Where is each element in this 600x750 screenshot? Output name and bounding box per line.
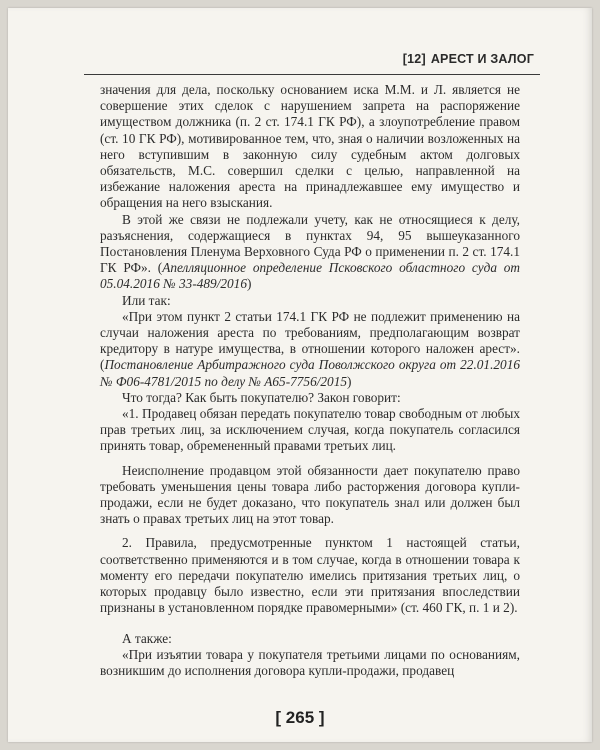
paragraph-text: 2. Правила, предусмотренные пунктом 1 настоящей статьи, соответственно применяются и в том случае, когда в отношении товара к моменту его передачи покупателю имелись притязания третьих лиц, о которых продавцу было известно, если эти притязания впоследствии признаны в установленном порядке правомерными» (ст. 460 ГК, п. 1 и 2). xyxy=(100,535,520,616)
chapter-title: АРЕСТ И ЗАЛОГ xyxy=(430,52,534,66)
paragraph-text: ) xyxy=(246,276,252,292)
page-number: [ 265 ] xyxy=(275,708,325,727)
paragraph-text: В этой же связи не подлежали учету, как не относящиеся к делу, разъяснения, содержащиеся в пунктах 94, 95 вышеуказанного Постановления Пленума Верховного Суда РФ о применении п. 2 ст. 174.1 ГК РФ». ( xyxy=(100,211,520,276)
paragraph xyxy=(100,631,520,647)
paragraph xyxy=(100,212,520,293)
paragraph xyxy=(100,309,520,390)
paragraph xyxy=(100,406,520,455)
running-head xyxy=(403,52,534,66)
paragraph xyxy=(100,463,520,528)
paragraph-text: А также: xyxy=(122,630,172,646)
citation-text: Постановление Арбитражного суда Поволжского округа от 22.01.2016 № Ф06-4781/2015 по делу № А65-7756/2015 xyxy=(100,357,520,389)
paragraph xyxy=(100,390,520,406)
paragraph xyxy=(100,293,520,309)
paragraph-text: «При этом пункт 2 статьи 174.1 ГК РФ не подлежит применению на случаи наложения ареста по требованиям, предполагающим возврат кредитору в натуре имущества, в отношении которого наложен арест». ( xyxy=(100,308,520,373)
paragraph-text: Неисполнение продавцом этой обязанности дает покупателю право требовать уменьшения цены товара либо расторжения договора купли-продажи, если не будет доказано, что покупатель знал или должен был знать о правах третьих лиц на этот товар. xyxy=(100,462,520,527)
paragraph-text: значения для дела, поскольку основанием иска М.М. и Л. является не совершение этих сделок с нарушением запрета на распоряжение имуществом должника (п. 2 ст. 174.1 ГК РФ), а злоупотребление правом (ст. 10 ГК РФ), мотивированное тем, что, зная о наличии возложенных на него вступившим в законную силу судебным актом долговых обязательств, М.С. совершил сделки с целью, направленной на избежание наложения ареста на принадлежавшее ему имущество и обращения на него взыскания. xyxy=(100,82,520,211)
paragraph-text: «При изъятии товара у покупателя третьими лицами по основаниям, возникшим до исполнения договора купли-продажи, продавец xyxy=(100,646,520,678)
citation-text: Апелляционное определение Псковского областного суда от 05.04.2016 № 33-489/2016 xyxy=(100,260,521,292)
paragraph-text: Или так: xyxy=(122,292,171,308)
paragraph xyxy=(100,647,520,679)
chapter-number: [12] xyxy=(402,52,426,66)
paragraph xyxy=(100,82,520,212)
paragraph-text: Что тогда? Как быть покупателю? Закон говорит: xyxy=(122,389,401,405)
book-page xyxy=(8,8,592,742)
header-rule xyxy=(84,74,540,75)
paragraph xyxy=(100,535,520,616)
body-text xyxy=(100,82,520,679)
paragraph-text: ) xyxy=(347,373,352,389)
paragraph-text: «1. Продавец обязан передать покупателю товар свободным от любых прав третьих лиц, за исключением случая, когда покупатель согласился принять товар, обремененный правами третьих лиц. xyxy=(100,406,520,454)
